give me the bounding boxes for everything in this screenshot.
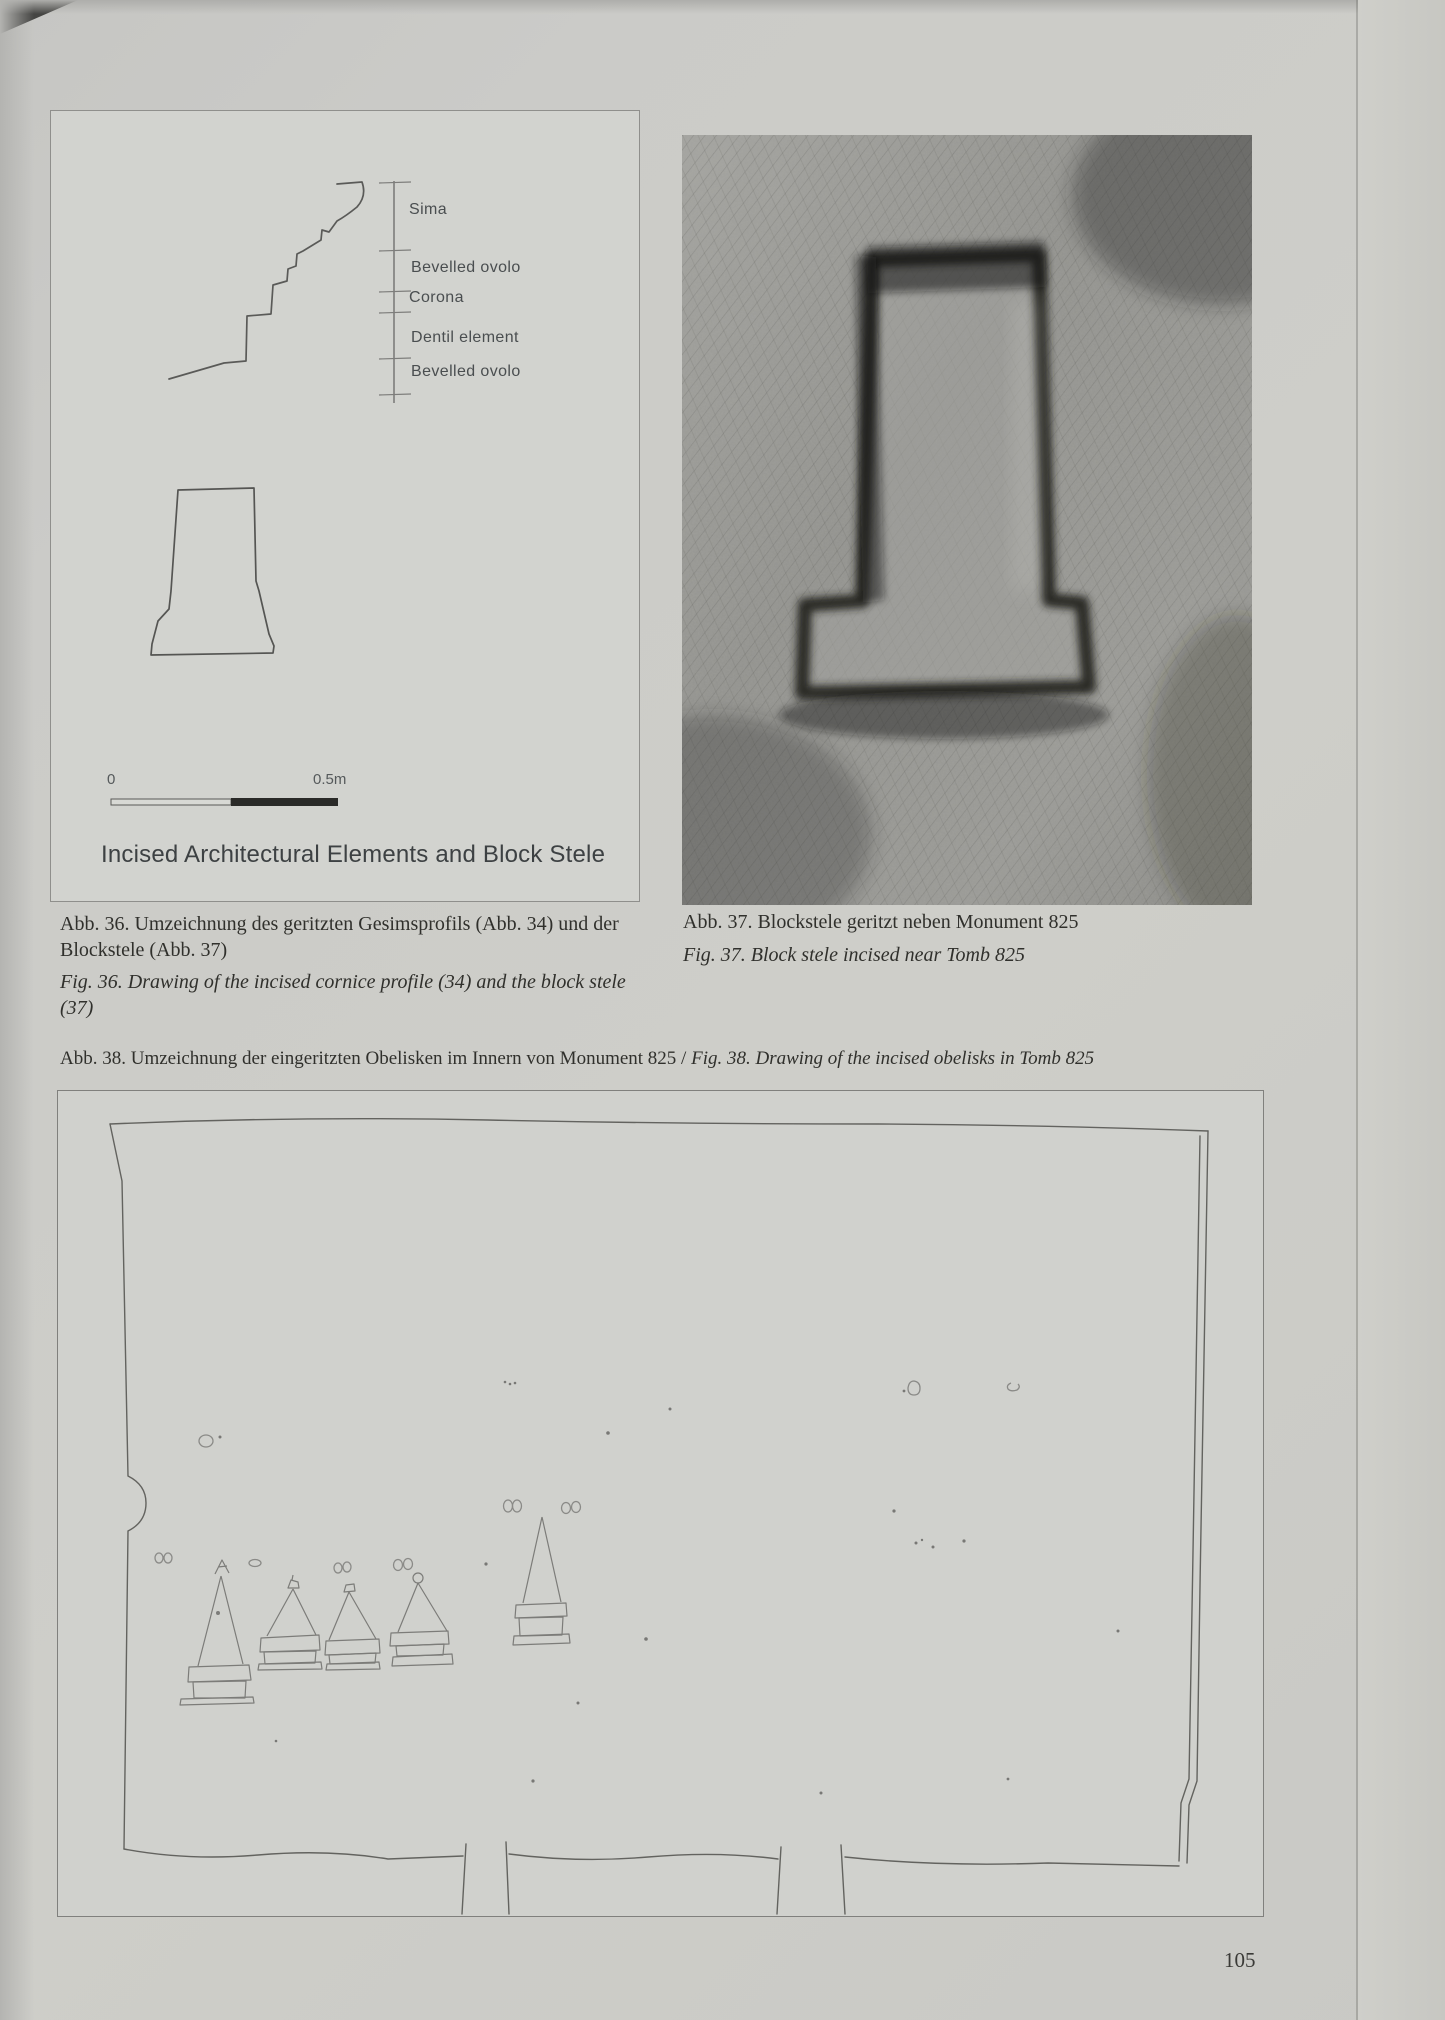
ring-marks (155, 1381, 1019, 1573)
scale-max-label: 0.5m (313, 771, 347, 788)
caption-fig37-german: Abb. 37. Blockstele geritzt neben Monument 825 (683, 911, 1079, 933)
cornice-profile-line (169, 182, 364, 379)
wall-outline (110, 1119, 1208, 1914)
caption-fig38-german: Abb. 38. Umzeichnung der eingeritzten Obelisken im Innern von Monument 825 / (60, 1048, 692, 1069)
caption-fig36-german: Abb. 36. Umzeichnung des geritzten Gesimsprofils (Abb. 34) und der Blockstele (Abb. 37) (60, 913, 619, 961)
obelisk-2 (258, 1575, 322, 1670)
obelisk-5 (513, 1517, 570, 1645)
label-dentil-element: Dentil element (411, 329, 519, 346)
figure-38-box (57, 1090, 1264, 1917)
stele-top-shadow (866, 241, 1046, 293)
figure-36-box (50, 110, 640, 902)
page-right-edge (1358, 0, 1445, 2020)
stele-base-shadow (779, 691, 1109, 739)
speck-marks (219, 1381, 1120, 1795)
figure-38-drawing (58, 1091, 1263, 1916)
caption-fig37-english: Fig. 37. Block stele incised near Tomb 825 (683, 943, 1025, 966)
caption-fig37 (683, 910, 1253, 968)
ruler-ticks (379, 182, 411, 395)
scale-bar (111, 798, 338, 806)
scale-zero-label: 0 (107, 771, 116, 788)
obelisk-4 (390, 1573, 453, 1666)
caption-fig36-english: Fig. 36. Drawing of the incised cornice profile (34) and the block stele (37) (60, 971, 626, 1019)
obelisk-1 (180, 1560, 254, 1705)
caption-fig36 (60, 912, 645, 1021)
photo-rock-surface (682, 135, 1252, 905)
figure-36-title: Incised Architectural Elements and Block Stele (101, 841, 606, 868)
label-corona: Corona (409, 289, 464, 306)
label-bevelled-ovolo-1: Bevelled ovolo (411, 259, 521, 276)
caption-fig38-english: Fig. 38. Drawing of the incised obelisks in Tomb 825 (691, 1048, 1095, 1069)
block-stele-outline (151, 488, 274, 655)
label-sima: Sima (409, 201, 448, 218)
top-edge-shade (0, 0, 1445, 14)
obelisk-3 (325, 1584, 380, 1670)
left-edge-shade (0, 0, 34, 2020)
caption-fig38 (60, 1048, 1390, 1070)
label-bevelled-ovolo-2: Bevelled ovolo (411, 363, 521, 380)
page-number: 105 (1224, 1948, 1256, 1972)
figure-37-photo (682, 135, 1252, 905)
